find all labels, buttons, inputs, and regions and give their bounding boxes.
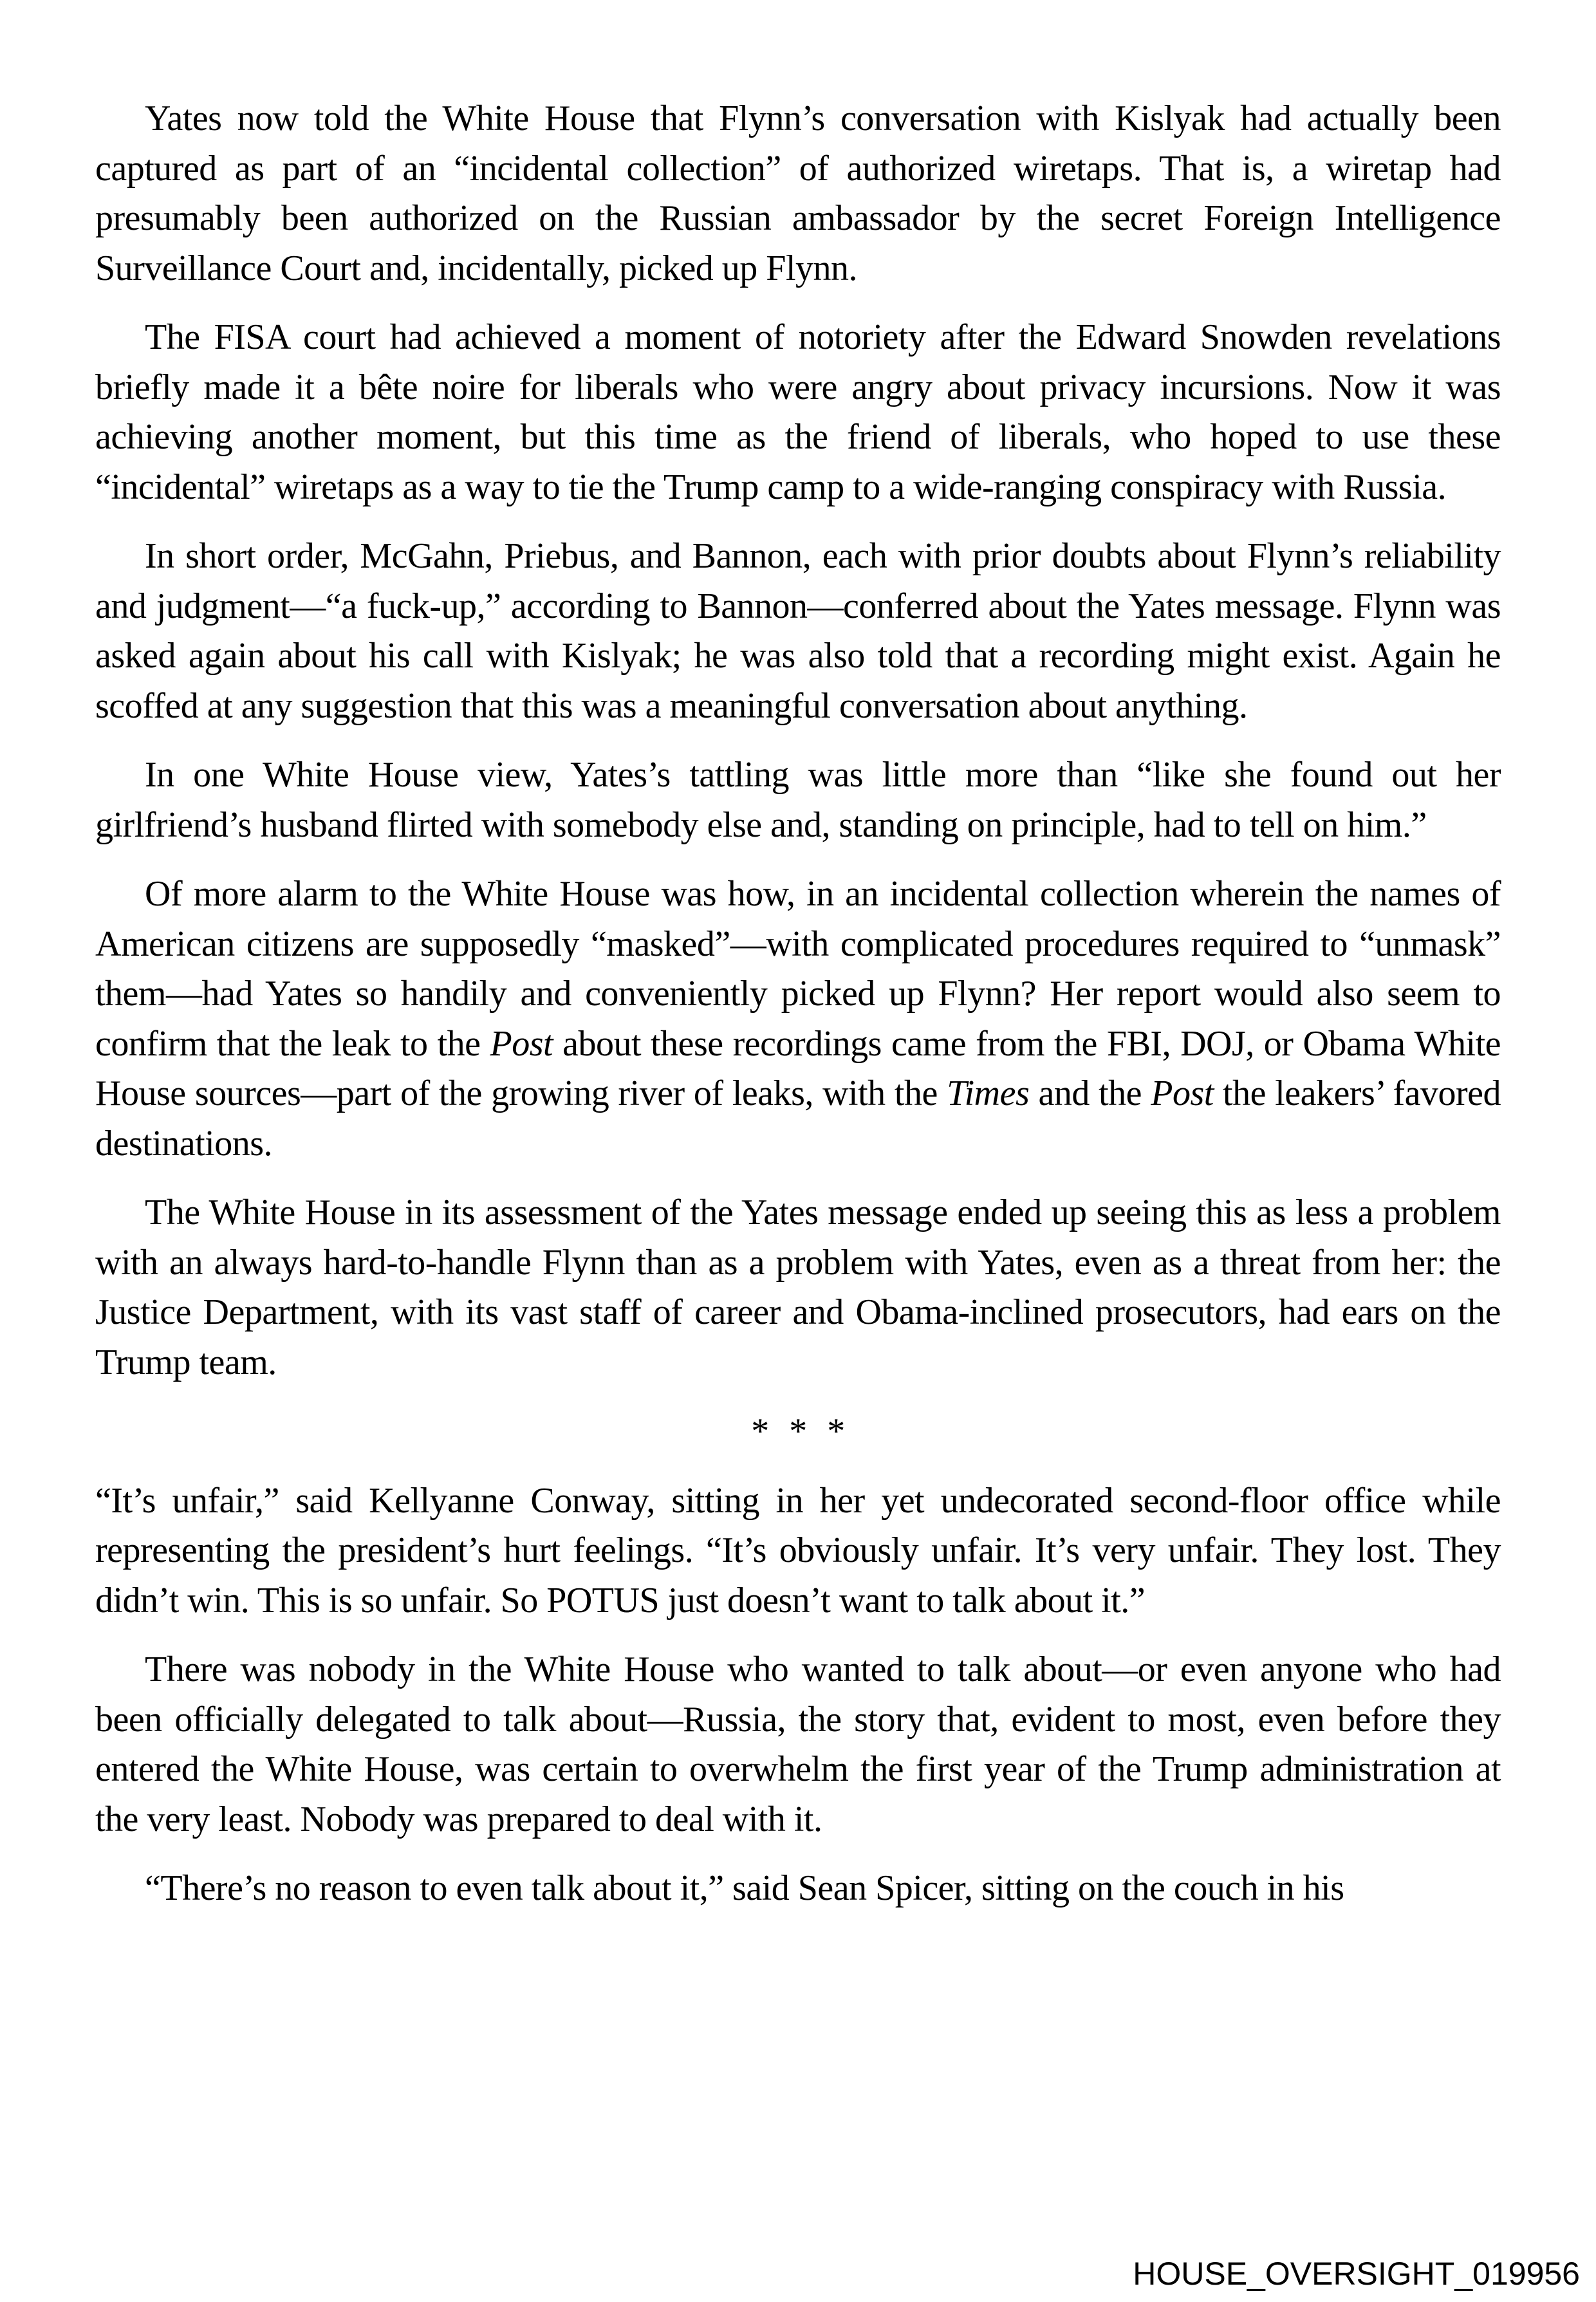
- paragraph: The White House in its assessment of the Yates message ended up seeing this as less a problem with an always hard-to-handle Flynn than as a problem with Yates, even as a threat from her: the Justice Department, with its vast staff of career and Obama-inclined prosecutors, had ears on the Trump team.: [95, 1193, 1501, 1382]
- paragraph: The FISA court had achieved a moment of notoriety after the Edward Snowden revelations briefly made it a bête noire for liberals who were angry about privacy incursions. Now it was achieving another moment, but this time as the friend of liberals, who hoped to use these “incidental” wiretaps as a way to tie the Trump camp to a wide-ranging conspiracy with Russia.: [95, 317, 1501, 507]
- italic-text: Post: [490, 1023, 553, 1064]
- paragraph: There was nobody in the White House who wanted to talk about—or even anyone who had been officially delegated to talk about—Russia, the story that, evident to most, even before they entered the White House, was certain to overwhelm the first year of the Trump administration at the very least. Nobody was prepared to deal with it.: [95, 1649, 1501, 1839]
- paragraph: “There’s no reason to even talk about it,” said Sean Spicer, sitting on the couch in his: [145, 1868, 1344, 1908]
- paragraph: In one White House view, Yates’s tattling was little more than “like she found out her girlfriend’s husband flirted with somebody else and, standing on principle, had to tell on him.”: [95, 755, 1501, 845]
- bates-number: HOUSE_OVERSIGHT_019956: [1133, 2256, 1580, 2292]
- paragraph: In short order, McGahn, Priebus, and Bannon, each with prior doubts about Flynn’s reliability and judgment—“a fuck-up,” according to Bannon—conferred about the Yates message. Flynn was asked again about his call with Kislyak; he was also told that a recording might exist. Again he scoffed at any suggestion that this was a meaningful conversation about anything.: [95, 536, 1501, 726]
- italic-text: Times: [947, 1073, 1030, 1113]
- paragraph: Of more alarm to the White House was how, in an incidental collection wherein the names of American citizens are supposedly “masked”—with complicated procedures required to “unmask” them—had Yates so handily and conveniently picked up Flynn? Her report would also seem to confirm that the leak to the Post about these recordings came from the FBI, DOJ, or Obama White House sources—part of the growing river of leaks, with the Times and the Post the leakers’ favored destinations.: [95, 874, 1501, 1164]
- body-text: [95, 94, 1501, 1914]
- paragraph: “It’s unfair,” said Kellyanne Conway, sitting in her yet undecorated second-floor office while representing the president’s hurt feelings. “It’s obviously unfair. It’s very unfair. They lost. They didn’t win. This is so unfair. So POTUS just doesn’t want to talk about it.”: [95, 1480, 1501, 1620]
- section-break: * * *: [751, 1411, 845, 1451]
- italic-text: Post: [1151, 1073, 1214, 1113]
- paragraph: Yates now told the White House that Flynn’s conversation with Kislyak had actually been captured as part of an “incidental collection” of authorized wiretaps. That is, a wiretap had presumably been authorized on the Russian ambassador by the secret Foreign Intelligence Surveillance Court and, incidentally, picked up Flynn.: [95, 98, 1501, 288]
